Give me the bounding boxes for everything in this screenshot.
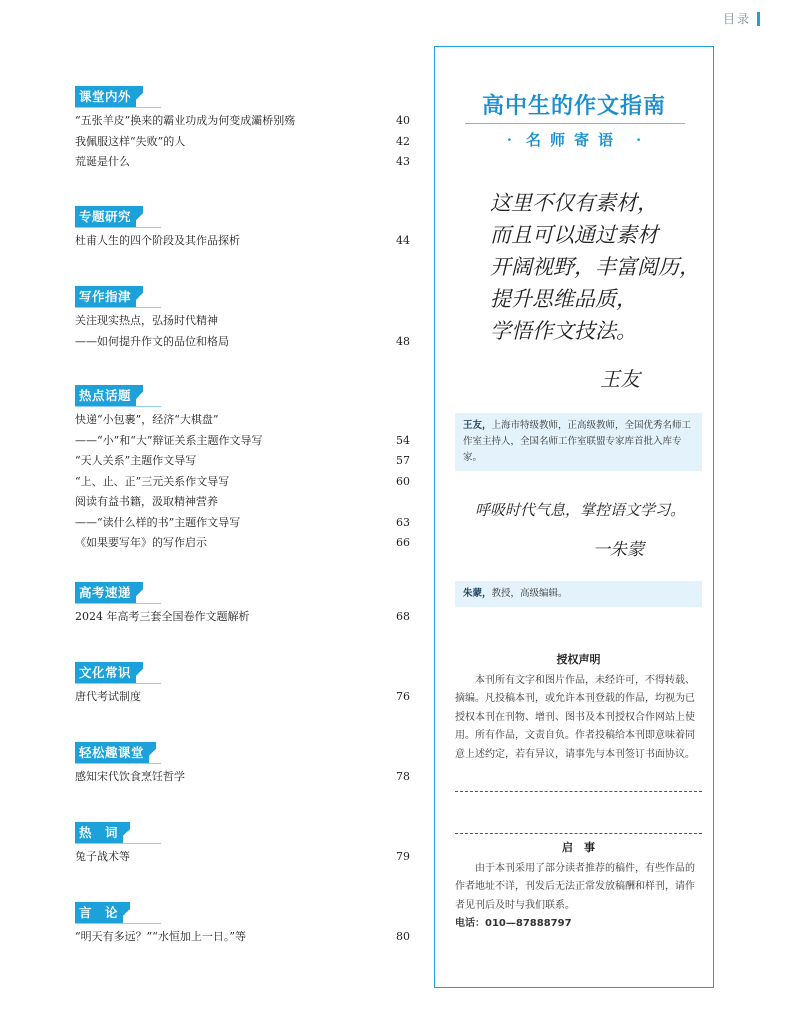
section-rule xyxy=(75,603,161,604)
section-rule xyxy=(75,683,161,684)
divider-dashed xyxy=(455,833,702,834)
section-rule xyxy=(75,763,161,764)
panel-subtitle: · 名师寄语 · xyxy=(506,131,642,149)
section-title: 文化常识 xyxy=(75,662,136,683)
section-title: 热点话题 xyxy=(75,385,136,406)
page-header-label xyxy=(723,10,760,27)
handwritten-signature-2: 一朱蒙 xyxy=(593,540,644,560)
copyright-notice: 授权声明 本刊所有文字和图片作品，未经许可，不得转载、摘编。凡投稿本刊，或允许本刊登载的作品，均视为已授权本刊在刊物、增刊、图书及本刊授权合作网站上使用。所有作品，文责自负。作者投稿给本刊即意味着同意上述约定，若有异议，请事先与本刊签订书面协议。 xyxy=(455,653,695,760)
section-rule xyxy=(75,307,161,308)
toc-entry[interactable]: 杜甫人生的四个阶段及其作品探析 44 xyxy=(75,234,410,247)
toc-section xyxy=(75,902,410,948)
section-title: 轻松趣课堂 xyxy=(75,742,149,763)
toc-entry[interactable]: ——如何提升作文的品位和格局 48 xyxy=(75,334,410,348)
panel-title: 高中生的作文指南 xyxy=(481,93,666,119)
handwritten-message-2: 呼吸时代气息，掌控语文学习。 xyxy=(475,501,686,519)
toc-section xyxy=(75,385,410,554)
section-title: 言 论 xyxy=(75,902,123,923)
toc-entry[interactable]: 感知宋代饮食烹饪哲学 78 xyxy=(75,770,410,783)
toc-section xyxy=(75,206,410,252)
toc-entry[interactable]: 我佩服这样“失败”的人 42 xyxy=(75,134,410,148)
guide-panel xyxy=(434,46,714,988)
toc-entry[interactable]: “明天有多远？”“水恒加上一日。”等 80 xyxy=(75,930,410,943)
section-title: 专题研究 xyxy=(75,206,136,227)
toc-entry[interactable]: 唐代考试制度 76 xyxy=(75,690,410,703)
toc-section xyxy=(75,742,410,788)
author-bio: 王友，上海市特级教师，正高级教师，全国优秀名师工作室主持人，全国名师工作室联盟专家库首批入库专家。 xyxy=(455,413,702,471)
handwritten-signature: 王友 xyxy=(600,367,640,391)
toc-entry[interactable]: 荒诞是什么 43 xyxy=(75,155,410,168)
toc-section xyxy=(75,662,410,708)
toc-entry[interactable]: ——“读什么样的书”主题作文导写 63 xyxy=(75,515,410,529)
handwritten-message: 这里不仅有素材， 而且可以通过素材 开阔视野，丰富阅历， 提升思维品质， 学悟作文技法。 xyxy=(490,191,700,343)
toc-entry[interactable]: “上、止、正”三元关系作文导写 60 xyxy=(75,474,410,488)
section-title: 课堂内外 xyxy=(75,86,136,107)
toc-section xyxy=(75,822,410,868)
section-title: 高考速递 xyxy=(75,582,136,603)
contact-phone: 电话：010—87888797 xyxy=(455,918,572,929)
section-rule xyxy=(75,107,161,108)
panel-title-rule xyxy=(465,123,685,124)
toc-entry[interactable]: “天人关系”主题作文导写 57 xyxy=(75,454,410,467)
section-title: 写作指津 xyxy=(75,286,136,307)
section-rule xyxy=(75,406,161,407)
author-bio-2: 朱蒙，教授，高级编辑。 xyxy=(455,581,702,607)
section-title: 热 词 xyxy=(75,822,123,843)
toc-entry[interactable]: 快递“小包裹”，经济“大棋盘” xyxy=(75,413,219,426)
toc-entry[interactable]: 《如果要写年》的写作启示 66 xyxy=(75,536,410,549)
header-accent-bar xyxy=(757,12,760,26)
toc-entry[interactable]: 阅读有益书籍，汲取精神营养 xyxy=(75,495,218,508)
toc-section xyxy=(75,286,410,352)
toc-entry[interactable]: “五张羊皮”换来的霸业功成为何变成灞桥别殇 40 xyxy=(75,114,410,127)
toc-entry[interactable]: 2024 年高考三套全国卷作文题解析 68 xyxy=(75,610,410,623)
toc-entry[interactable]: ——“小”和“大”辩证关系主题作文导写 54 xyxy=(75,433,410,447)
announcement: 启 事 由于本刊采用了部分读者推荐的稿件，有些作品的作者地址不详，刊发后无法正常发放稿酬和样刊，请作者见刊后及时与我们联系。 电话：010—87888797 xyxy=(455,839,702,934)
toc-section xyxy=(75,86,410,173)
toc-entry[interactable]: 兔子战术等 79 xyxy=(75,850,410,863)
header-text: 目录 xyxy=(722,12,751,26)
toc-entry[interactable]: 关注现实热点，弘扬时代精神 xyxy=(75,314,218,327)
divider-dashed xyxy=(455,791,702,792)
toc-section xyxy=(75,582,410,628)
section-rule xyxy=(75,843,161,844)
section-rule xyxy=(75,227,161,228)
section-rule xyxy=(75,923,161,924)
